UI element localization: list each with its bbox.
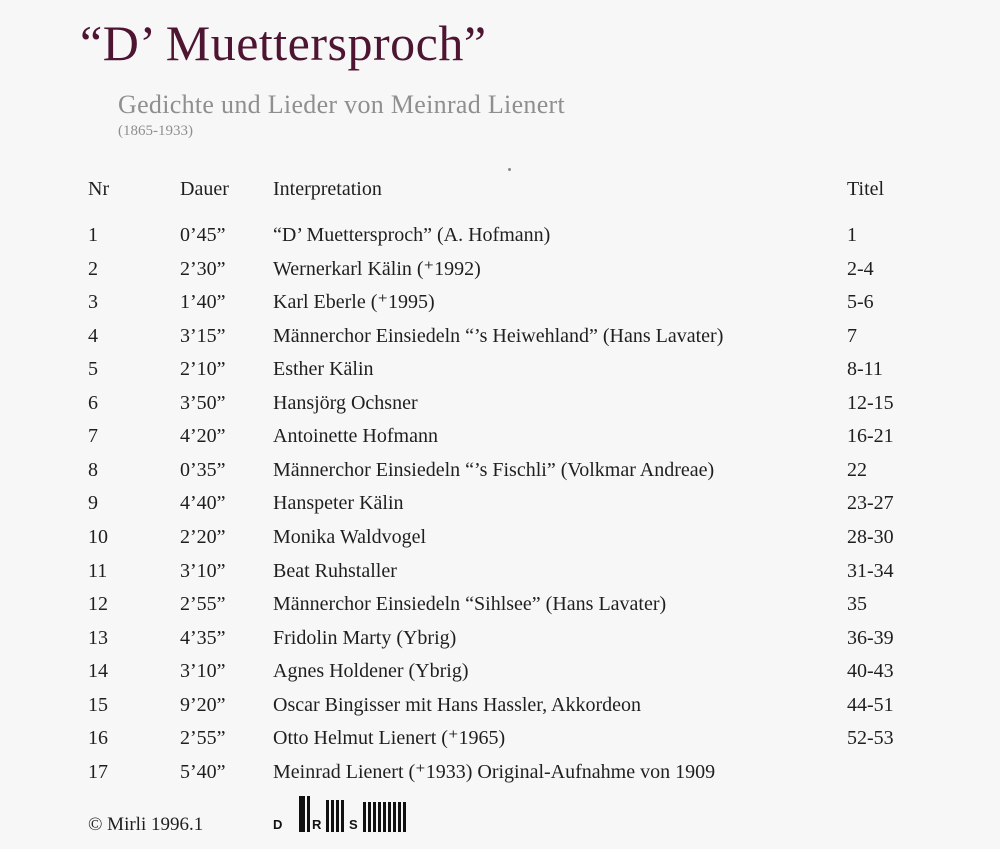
track-interpretation: Esther Kälin	[273, 358, 374, 381]
table-row	[0, 691, 1000, 719]
track-interpretation: Männerchor Einsiedeln “’s Fischli” (Volkmar Andreae)	[273, 458, 715, 481]
track-number: 11	[88, 559, 108, 582]
track-interpretation: Oscar Bingisser mit Hans Hassler, Akkordeon	[273, 693, 642, 716]
page-subtitle: Gedichte und Lieder von Meinrad Lienert	[118, 90, 566, 119]
track-titles: 12-15	[847, 391, 894, 414]
table-row	[0, 657, 1000, 685]
track-titles: 2-4	[847, 257, 874, 280]
track-interpretation: Antoinette Hofmann	[273, 425, 438, 448]
column-header-interpretation: Interpretation	[273, 178, 382, 200]
track-titles: 5-6	[847, 291, 874, 314]
track-number: 8	[88, 458, 98, 481]
track-interpretation: Karl Eberle (⁺1995)	[273, 291, 435, 314]
track-duration: 2’20”	[180, 525, 226, 548]
track-interpretation: Wernerkarl Kälin (⁺1992)	[273, 257, 481, 280]
track-titles: 1	[847, 224, 857, 246]
track-duration: 1’40”	[180, 291, 226, 314]
track-number: 14	[88, 660, 108, 683]
track-number: 4	[88, 324, 98, 347]
table-row	[0, 456, 1000, 484]
track-interpretation: Männerchor Einsiedeln “’s Heiwehland” (Hans Lavater)	[273, 324, 724, 347]
track-duration: 5’40”	[180, 760, 226, 783]
table-row	[0, 557, 1000, 585]
track-number: 9	[88, 492, 98, 515]
table-row	[0, 322, 1000, 350]
logo-letter-d: D	[273, 817, 283, 832]
track-number: 3	[88, 291, 98, 314]
table-row	[0, 221, 1000, 249]
track-duration: 2’30”	[180, 257, 226, 280]
track-interpretation: Meinrad Lienert (⁺1933) Original-Aufnahme von 1909	[273, 760, 716, 783]
column-header-titel: Titel	[847, 178, 885, 200]
track-titles: 8-11	[847, 358, 883, 381]
table-row	[0, 523, 1000, 551]
track-titles: 23-27	[847, 492, 894, 515]
column-header-dauer: Dauer	[180, 178, 229, 200]
track-number: 7	[88, 425, 98, 448]
track-interpretation: Beat Ruhstaller	[273, 559, 397, 582]
logo-letter-s: S	[349, 817, 358, 832]
track-interpretation: “D’ Muettersproch” (A. Hofmann)	[273, 224, 551, 246]
track-duration: 4’35”	[180, 626, 226, 649]
track-titles: 52-53	[847, 727, 894, 750]
track-titles: 36-39	[847, 626, 894, 649]
table-row	[0, 389, 1000, 417]
track-duration: 3’10”	[180, 559, 226, 582]
table-row	[0, 288, 1000, 316]
table-row	[0, 624, 1000, 652]
track-titles: 35	[847, 593, 867, 616]
track-duration: 0’45”	[180, 224, 226, 246]
track-duration: 0’35”	[180, 458, 226, 481]
track-interpretation: Fridolin Marty (Ybrig)	[273, 626, 457, 649]
column-header-nr: Nr	[88, 178, 110, 200]
decorative-dot	[508, 168, 511, 171]
table-row	[0, 255, 1000, 283]
track-duration: 2’55”	[180, 727, 226, 750]
table-row	[0, 590, 1000, 618]
track-titles: 28-30	[847, 525, 894, 548]
table-row	[0, 355, 1000, 383]
table-row	[0, 724, 1000, 752]
copyright-text: © Mirli 1996.1	[88, 814, 204, 835]
track-duration: 3’15”	[180, 324, 226, 347]
track-titles: 22	[847, 458, 867, 481]
track-number: 6	[88, 391, 98, 414]
track-titles: 16-21	[847, 425, 894, 448]
table-row	[0, 489, 1000, 517]
table-row	[0, 758, 1000, 786]
track-number: 10	[88, 525, 108, 548]
page-title: “D’ Muettersproch”	[80, 15, 487, 71]
logo-letter-r: R	[312, 817, 322, 832]
track-interpretation: Otto Helmut Lienert (⁺1965)	[273, 727, 506, 750]
table-header	[0, 175, 1000, 203]
track-interpretation: Monika Waldvogel	[273, 525, 426, 548]
track-interpretation: Agnes Holdener (Ybrig)	[273, 660, 469, 683]
track-interpretation: Hansjörg Ochsner	[273, 391, 418, 414]
track-number: 16	[88, 727, 108, 750]
track-number: 15	[88, 693, 108, 716]
track-interpretation: Hanspeter Kälin	[273, 492, 404, 515]
track-duration: 4’20”	[180, 425, 226, 448]
track-titles: 44-51	[847, 693, 894, 716]
author-years: (1865-1933)	[118, 123, 193, 139]
track-duration: 2’55”	[180, 593, 226, 616]
track-number: 5	[88, 358, 98, 381]
track-titles: 7	[847, 324, 857, 347]
track-duration: 2’10”	[180, 358, 226, 381]
track-titles: 31-34	[847, 559, 894, 582]
table-row	[0, 422, 1000, 450]
track-number: 1	[88, 224, 98, 246]
track-duration: 3’10”	[180, 660, 226, 683]
drs-logo	[271, 796, 411, 832]
track-duration: 9’20”	[180, 693, 226, 716]
track-number: 2	[88, 257, 98, 280]
track-titles: 40-43	[847, 660, 894, 683]
track-interpretation: Männerchor Einsiedeln “Sihlsee” (Hans Lavater)	[273, 593, 667, 616]
track-number: 12	[88, 593, 108, 616]
track-duration: 4’40”	[180, 492, 226, 515]
track-number: 17	[88, 760, 108, 783]
track-duration: 3’50”	[180, 391, 226, 414]
track-number: 13	[88, 626, 108, 649]
